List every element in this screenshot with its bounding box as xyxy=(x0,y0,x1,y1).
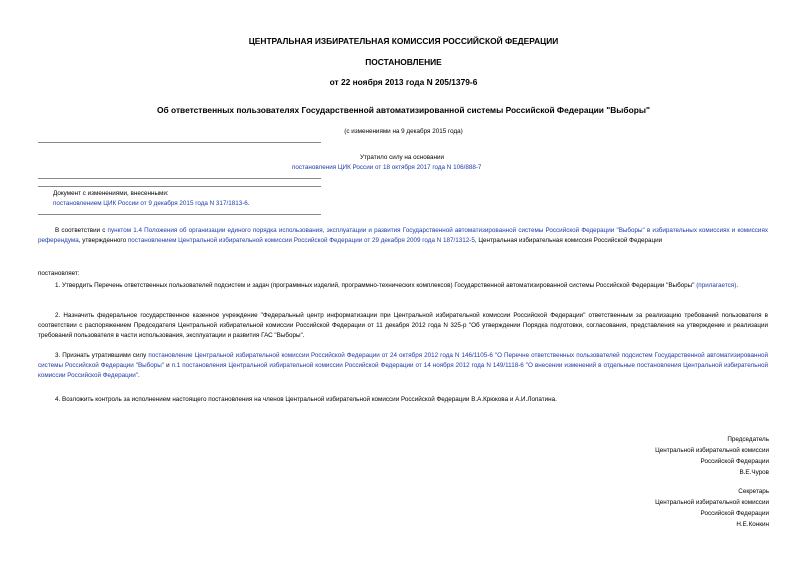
item-3-end: . xyxy=(137,372,140,380)
item-2 xyxy=(38,311,768,342)
org-heading: ЦЕНТРАЛЬНАЯ ИЗБИРАТЕЛЬНАЯ КОМИССИЯ РОССИЙСКОЙ ФЕДЕРАЦИИ xyxy=(248,36,559,46)
chair-org-2: Российской Федерации xyxy=(700,458,769,465)
item-4 xyxy=(38,395,768,405)
divider xyxy=(38,214,321,215)
item-3-link-1[interactable]: постановление Центральной избирательной комиссии Российской Федерации от 24 октября 2012 года N 146/1105-6 "О Перечне ответственных пользователей подсистем Государственной автоматизированной системы Российской Федерации "Выборы" xyxy=(38,352,768,370)
secretary-name: Н.Е.Конкин xyxy=(736,521,769,528)
preamble-link-1[interactable]: пунктом 1.4 Положения об организации единого порядка использования, эксплуатации и развития Государственной автоматизированной системы Российской Федерации "Выборы" в избирательных комиссиях и комиссиях референдума xyxy=(38,227,769,245)
expired-link[interactable] xyxy=(292,164,481,171)
chair-signature xyxy=(655,434,769,478)
divider xyxy=(38,186,321,187)
amended-line xyxy=(53,200,250,207)
item-2-text: 2. Назначить федеральное государственное казенное учреждение "Федеральный центр информатизации при Центральной избирательной комиссии Российской Федерации" ответственным за реализацию требований пользователя в соответствии с распоряжением Председателя Центральной избирательной комиссии Российской Федерации от 11 декабря 2012 года N 325-р "Об утверждении Порядка подготовки, согласования, представления на утверждение и реализации требований пользователя в части использования, эксплуатации и развития ГАС "Выборы". xyxy=(38,312,768,340)
preamble xyxy=(38,226,768,246)
appendix-link[interactable]: (прилагается) xyxy=(696,282,737,289)
chair-role: Председатель xyxy=(727,436,769,443)
chair-name: В.Е.Чуров xyxy=(739,469,769,476)
amended-end: . xyxy=(247,200,250,207)
item-1-end: . xyxy=(736,282,739,289)
secretary-org-2: Российской Федерации xyxy=(700,510,769,517)
item-4-text: 4. Возложить контроль за исполнением настоящего постановления на членов Центральной избирательной комиссии Российской Федерации В.А.Крюкова и А.И.Лопатина. xyxy=(55,396,557,403)
item-3-text-a: 3. Признать утратившими силу xyxy=(55,352,149,359)
expired-label: Утратило силу на основании xyxy=(360,154,445,161)
item-3-text-b: и xyxy=(164,362,172,370)
divider xyxy=(38,142,321,143)
doc-type-heading: ПОСТАНОВЛЕНИЕ xyxy=(365,57,442,67)
resolves-text: постановляет: xyxy=(38,270,80,277)
preamble-text-3: , Центральная избирательная комиссия Российской Федерации xyxy=(474,237,663,245)
secretary-org-1: Центральной избирательной комиссии xyxy=(655,499,769,506)
date-number-heading: от 22 ноября 2013 года N 205/1379-6 xyxy=(329,77,478,87)
secretary-signature xyxy=(655,486,769,530)
amendments-note: (с изменениями на 9 декабря 2015 года) xyxy=(344,128,463,135)
expired-link-text[interactable]: постановления ЦИК России от 18 октября 2017 года N 106/888-7 xyxy=(292,164,482,171)
preamble-text-2: , утвержденного xyxy=(78,237,128,245)
amended-link[interactable]: постановлением ЦИК России от 9 декабря 2015 года N 317/1813-6 xyxy=(53,200,248,207)
preamble-link-2[interactable]: постановлением Центральной избирательной комиссии Российской Федерации от 29 декабря 2009 года N 187/1312-5 xyxy=(127,237,475,245)
divider xyxy=(38,178,321,179)
item-3-link-2[interactable]: п.1 постановления Центральной избирательной комиссии Российской Федерации от 14 ноября 2012 года N 149/1118-6 "О внесении изменений в отдельные постановления Центральной избирательной комиссии Российской Федерации" xyxy=(38,362,768,380)
item-3 xyxy=(38,351,768,382)
amended-label: Документ с изменениями, внесенными: xyxy=(53,190,169,197)
chair-org-1: Центральной избирательной комиссии xyxy=(655,447,769,454)
preamble-text-1: В соответствии с xyxy=(55,227,108,234)
secretary-role: Секретарь xyxy=(738,488,769,495)
document-title: Об ответственных пользователях Государственной автоматизированной системы Российской Федерации "Выборы" xyxy=(157,105,650,115)
item-1 xyxy=(38,281,768,291)
item-1-text: 1. Утвердить Перечень ответственных пользователей подсистем и задач (программных изделий, программно-технических комплексов) Государственной автоматизированной системы Российской Федерации "Выборы" xyxy=(55,282,697,289)
